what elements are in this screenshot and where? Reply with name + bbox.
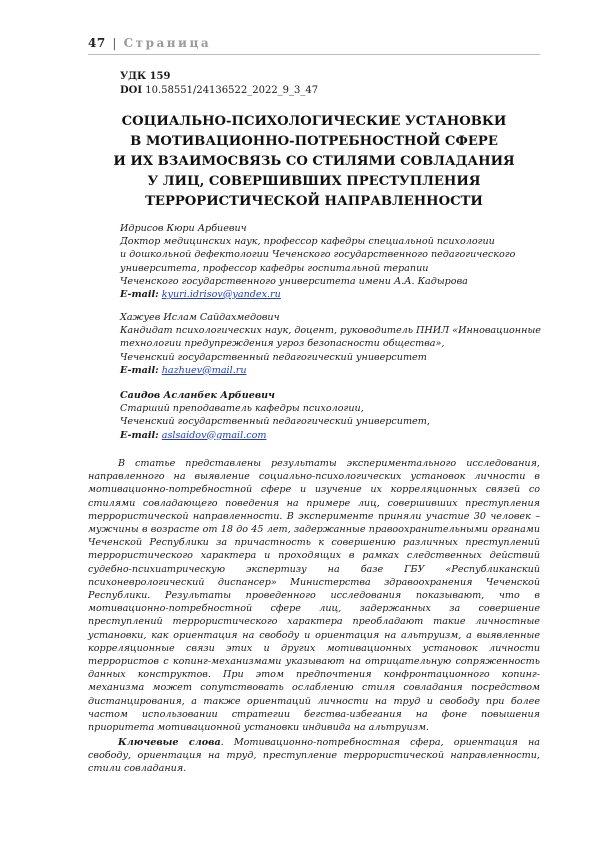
author-affiliation-line: Доктор медицинских наук, профессор кафедры специальной психологии xyxy=(120,236,495,248)
doi-label: DOI xyxy=(120,85,143,96)
author-affiliation-line: Чеченский государственный педагогический университет xyxy=(120,351,427,363)
title-line: СОЦИАЛЬНО-ПСИХОЛОГИЧЕСКИЕ УСТАНОВКИ xyxy=(121,114,507,129)
title-line: У ЛИЦ, СОВЕРШИВШИХ ПРЕСТУПЛЕНИЯ xyxy=(147,174,481,189)
author-block-1 xyxy=(120,222,540,301)
author-affiliation-line: технологии предупреждения угроз безопасности общества», xyxy=(120,338,445,350)
author-affiliation-line: Кандидат психологических наук, доцент, руководитель ПНИЛ «Инновационные xyxy=(120,325,541,337)
running-header xyxy=(88,36,211,50)
header-separator: | xyxy=(112,36,117,50)
article-meta xyxy=(120,70,318,98)
udk-code: УДК 159 xyxy=(120,71,171,82)
author-email-line xyxy=(120,364,540,377)
page-word: Страница xyxy=(123,36,212,50)
author-affiliation-line: Чеченский государственный педагогический университет, xyxy=(120,416,430,428)
page-number: 47 xyxy=(88,36,106,50)
email-label: E-mail: xyxy=(120,364,159,376)
author-name: Саидов Асланбек Арбиевич xyxy=(120,390,275,401)
keywords-label: Ключевые слова xyxy=(118,737,221,748)
title-line: ТЕРРОРИСТИЧЕСКОЙ НАПРАВЛЕННОСТИ xyxy=(145,194,483,209)
author-affiliation-line: Старший преподаватель кафедры психологии, xyxy=(120,403,364,415)
doi-value: 10.58551/24136522_2022_9_3_47 xyxy=(145,85,319,96)
author-block-3 xyxy=(120,389,540,442)
email-label: E-mail: xyxy=(120,429,159,441)
abstract-paragraph: В статье представлены результаты экспериментального исследования, направленного на выявление социально-психологических установок личности в мотивационно-потребностной сфере и изучение их корреляционных связей со стилями совладающего поведения на примере лиц, совершивших преступления террористической направленности. В эксперименте приняли участие 30 человек – мужчины в возрасте от 18 до 45 лет, задержанные правоохранительными органами Чеченской Республики за причастность к совершению различных преступлений террористического характера и проходящих в рамках следственных действий судебно-психиатрическую экспертизу на базе ГБУ «Республиканский психоневрологический диспансер» Министерства здравоохранения Чеченской Республики. Результаты проведенного исследования показывают, что в мотивационно-потребностной сфере лиц, задержанных за совершение преступлений террористического характера преобладают такие личностные установки, как ориентация на свободу и ориентация на альтруизм, а выявленные корреляционные связи этих и других мотивационных установок личности террористов с копинг-механизмами указывают на отрицательную сопряженность данных конструктов. При этом предпочтения конфронтационного копинг-механизма может сопутствовать ослаблению стиля совладания посредством дистанцирования, а также ориентаций личности на труд и свободу при более частом использовании стратегии бегства-избегания на фоне повышения приоритета мотивационной установки индивида на альтруизм. xyxy=(88,458,540,734)
doi-line xyxy=(120,84,318,98)
article-title xyxy=(88,112,540,212)
author-email-line xyxy=(120,288,540,301)
email-label: E-mail: xyxy=(120,289,159,301)
author-affiliation-line: и дошкольной дефектологии Чеченского государственного педагогического xyxy=(120,249,516,261)
author-email-line xyxy=(120,429,540,442)
header-rule xyxy=(88,54,540,55)
author-name: Идрисов Кюри Арбиевич xyxy=(120,223,247,234)
author-email-link[interactable]: kyuri.idrisov@yandex.ru xyxy=(161,289,281,301)
keywords-paragraph xyxy=(88,736,540,776)
title-line: В МОТИВАЦИОННО-ПОТРЕБНОСТНОЙ СФЕРЕ xyxy=(130,134,498,149)
author-email-link[interactable]: aslsaidov@gmail.com xyxy=(161,429,267,441)
author-email-link[interactable]: hazhuev@mail.ru xyxy=(161,364,247,376)
author-affiliation-line: Чеченского государственного университета имени А.А. Кадырова xyxy=(120,275,468,287)
author-block-2 xyxy=(120,311,540,377)
author-affiliation-line: университета, профессор кафедры госпитальной терапии xyxy=(120,262,429,274)
author-name: Хажуев Ислам Сайдахмедович xyxy=(120,312,280,323)
title-line: И ИХ ВЗАИМОСВЯЗЬ СО СТИЛЯМИ СОВЛАДАНИЯ xyxy=(113,154,515,169)
keywords-text: . Мотивационно-потребностная сфера, ориентация на свободу, ориентация на труд, преступление террористической направленности, стили совладания. xyxy=(88,737,540,775)
